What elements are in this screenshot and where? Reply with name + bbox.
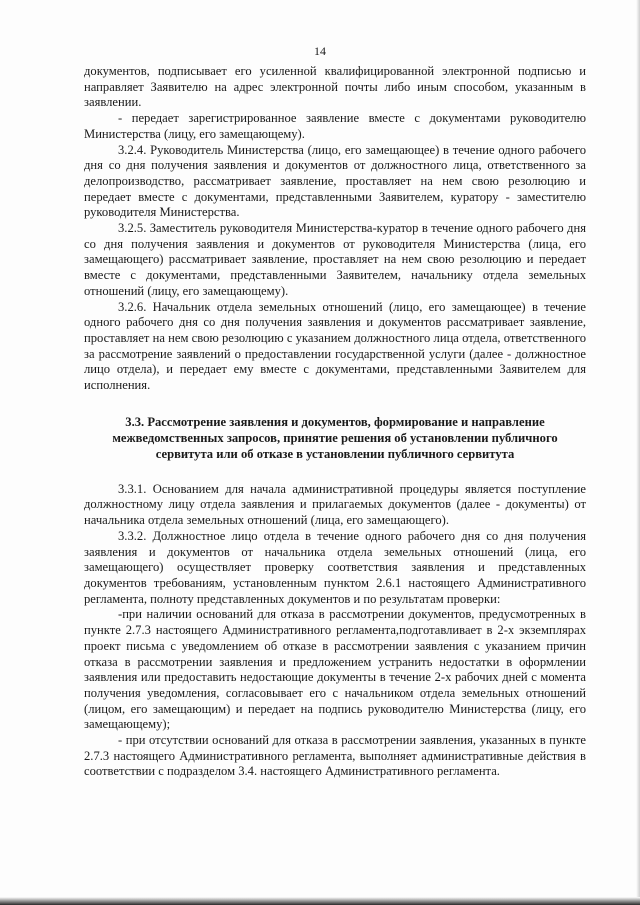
document-body [84,64,586,780]
scan-edge-right [636,0,640,905]
paragraph-continuation: документов, подписывает его усиленной квалифицированной электронной подписью и направляет Заявителю на адрес электронной почты либо иным способом, указанным в заявлении. [84,64,586,110]
paragraph-3-2-4: 3.2.4. Руководитель Министерства (лицо, его замещающее) в течение одного рабочего дня со дня получения заявления и документов от должностного лица, ответственного за делопроизводство, рассматривает заявление, проставляет на нем свою резолюцию и передает вместе с документами, представленными Заявителем, куратору - заместителю руководителя Министерства. [84,142,586,220]
paragraph-3-3-1: 3.3.1. Основанием для начала административной процедуры является поступление должностному лицу отдела заявления и прилагаемых документов (далее - документы) от начальника отдела земельных отношений (лица, его замещающего). [84,481,586,528]
scan-edge-bottom [0,897,640,905]
page-number: 14 [314,44,326,58]
paragraph-3-3-2: 3.3.2. Должностное лицо отдела в течение одного рабочего дня со дня получения заявления и документов от начальника отдела земельных отношений (лица, его замещающего) осуществляет проверку соответствия заявления и представленных документов требованиям, установленным пунктом 2.6.1 настоящего Административного регламента, полноту представленных документов и по результатам проверки: [84,528,586,606]
paragraph-3-2-5: 3.2.5. Заместитель руководителя Министерства-куратор в течение одного рабочего дня со дня получения заявления и документов от руководителя Министерства (лица, его замещающего) рассматривает заявление, проставляет на нем свою резолюцию и передает вместе с документами, представленными Заявителем, начальнику отдела земельных отношений (лицу, его замещающему). [84,221,586,298]
paragraph-no-refusal-case: - при отсутствии оснований для отказа в рассмотрении заявления, указанных в пункте 2.7.3 настоящего Административного регламента, выполняет административные действия в соответствии с подразделом 3.4. настоящего Административного регламента. [84,733,586,779]
paragraph-transfer-to-head: - передает зарегистрированное заявление вместе с документами руководителю Министерства (лицу, его замещающему). [84,111,586,141]
section-heading-3-3: 3.3. Рассмотрение заявления и документов, формирование и направление межведомственных запросов, принятие решения об установлении публичного сервитута или об отказе в установлении публичного сервитута [112,414,558,461]
paragraph-3-2-6: 3.2.6. Начальник отдела земельных отношений (лицо, его замещающее) в течение одного рабочего дня со дня получения заявления и документов рассматривает заявление, проставляет на нем свою резолюцию с указанием должностного лица отдела, ответственного за рассмотрение заявлений о предоставлении государственной услуги (далее - должностное лицо отдела), и передает ему вместе с документами, представленными Заявителем для исполнения. [84,299,586,393]
paragraph-refusal-case: -при наличии оснований для отказа в рассмотрении документов, предусмотренных в пункте 2.7.3 настоящего Административного регламента,подготавливает в 2-х экземплярах проект письма с уведомлением об отказе в рассмотрении заявления с указанием причин отказа в рассмотрении заявления и предложением устранить недостатки в оформлении заявления или предоставить недостающие документы в течение 2-х рабочих дней с момента получения уведомления, согласовывает его с начальником отдела земельных отношений (лицом, его замещающим) и передает на подпись руководителю Министерства (лицу, его замещающему); [84,607,586,732]
